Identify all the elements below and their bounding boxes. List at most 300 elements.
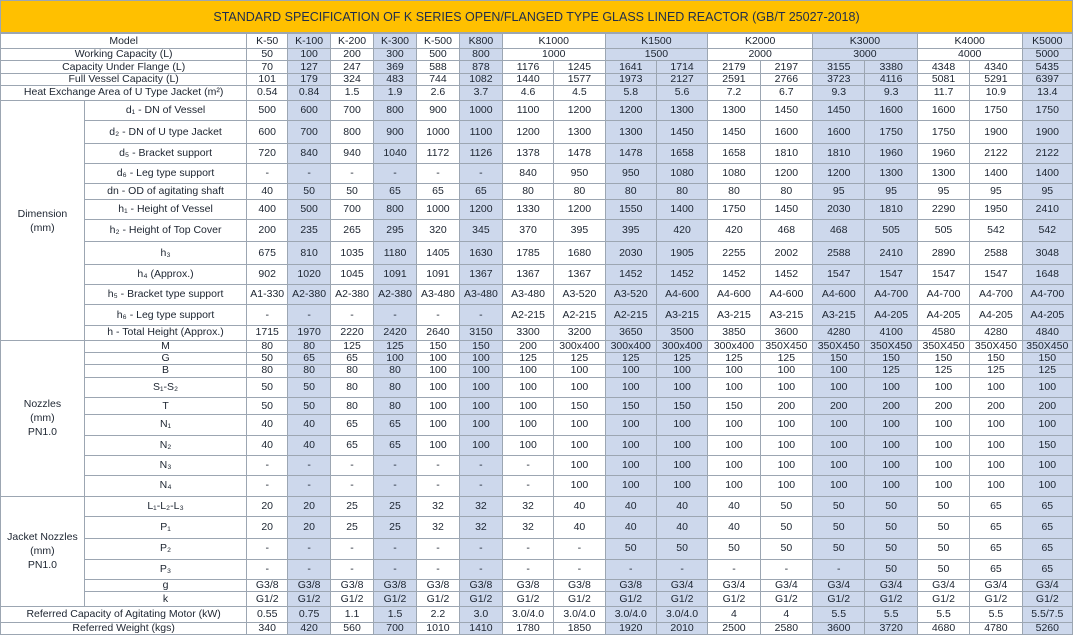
value-cell: G3/4 (917, 579, 969, 591)
spec-row-heat-area (1, 85, 1073, 100)
value-cell: 2640 (416, 325, 459, 340)
value-cell: 1478 (554, 143, 605, 163)
value-cell: 1405 (416, 242, 459, 264)
value-cell: 468 (760, 220, 812, 242)
spec-row-N4 (1, 476, 1073, 496)
value-cell: 5.6 (656, 85, 707, 100)
value-cell: 40 (605, 516, 656, 538)
value-cell: G3/8 (374, 579, 417, 591)
spec-row-M (1, 340, 1073, 352)
value-cell: 1810 (760, 143, 812, 163)
value-cell: - (247, 164, 288, 184)
value-cell: 10.9 (970, 85, 1022, 100)
value-cell: 80 (708, 184, 760, 199)
value-cell: 80 (502, 184, 553, 199)
value-cell: 65 (459, 184, 502, 199)
value-cell: G3/4 (865, 579, 917, 591)
value-cell: 50 (813, 539, 865, 559)
value-cell: 675 (247, 242, 288, 264)
value-cell: 1600 (865, 101, 917, 121)
value-cell: 300x400 (708, 340, 760, 352)
value-cell: 80 (605, 184, 656, 199)
value-cell: 400 (247, 199, 288, 219)
value-cell: 350X450 (1022, 340, 1072, 352)
value-cell: 1367 (459, 264, 502, 284)
value-cell: 100 (865, 415, 917, 435)
value-cell: 32 (502, 516, 553, 538)
value-cell: 100 (865, 455, 917, 475)
row-label: h₁ - Height of Vessel (84, 199, 246, 219)
value-cell: 100 (502, 365, 553, 377)
value-cell: 2030 (813, 199, 865, 219)
value-cell: 1452 (605, 264, 656, 284)
working-capacity-cell: 100 (288, 49, 331, 61)
value-cell: 100 (708, 476, 760, 496)
model-row (1, 34, 1073, 49)
value-cell: 350X450 (970, 340, 1022, 352)
value-cell: - (374, 539, 417, 559)
value-cell: 100 (760, 476, 812, 496)
row-label: T (84, 397, 246, 414)
value-cell: - (459, 476, 502, 496)
value-cell: 95 (813, 184, 865, 199)
value-cell: 3.0 (459, 607, 502, 622)
working-capacity-cell: 5000 (1022, 49, 1072, 61)
row-label: N₄ (84, 476, 246, 496)
value-cell: 3850 (708, 325, 760, 340)
value-cell: 100 (708, 435, 760, 455)
value-cell: 3.0/4.0 (656, 607, 707, 622)
value-cell: 1547 (813, 264, 865, 284)
value-cell: 80 (374, 377, 417, 397)
value-cell: 1785 (502, 242, 553, 264)
value-cell: 295 (374, 220, 417, 242)
value-cell: 80 (331, 365, 374, 377)
value-cell: 80 (247, 340, 288, 352)
value-cell: 505 (917, 220, 969, 242)
value-cell: G1/2 (708, 592, 760, 607)
value-cell: 0.55 (247, 607, 288, 622)
value-cell: 2.6 (416, 85, 459, 100)
value-cell: 5291 (970, 73, 1022, 85)
value-cell: 324 (331, 73, 374, 85)
spec-row-d2 (1, 121, 1073, 143)
value-cell: 100 (459, 365, 502, 377)
value-cell: 800 (374, 101, 417, 121)
value-cell: 744 (416, 73, 459, 85)
value-cell: 80 (374, 397, 417, 414)
value-cell: 1091 (374, 264, 417, 284)
value-cell: 542 (1022, 220, 1072, 242)
spec-row-T (1, 397, 1073, 414)
value-cell: 95 (970, 184, 1022, 199)
value-cell: 65 (970, 539, 1022, 559)
value-cell: 65 (970, 496, 1022, 516)
value-cell: 1440 (502, 73, 553, 85)
value-cell: 1172 (416, 143, 459, 163)
group-label-jacket: Jacket Nozzles (mm) PN1.0 (1, 496, 85, 607)
value-cell: - (416, 476, 459, 496)
value-cell: 483 (374, 73, 417, 85)
value-cell: 4280 (813, 325, 865, 340)
spec-row-N3 (1, 455, 1073, 475)
value-cell: 2122 (1022, 143, 1072, 163)
value-cell: 100 (459, 435, 502, 455)
value-cell: 4.6 (502, 85, 553, 100)
value-cell: 542 (970, 220, 1022, 242)
value-cell: A4-205 (970, 305, 1022, 325)
value-cell: 0.75 (288, 607, 331, 622)
value-cell: 80 (288, 365, 331, 377)
spec-row-d6 (1, 164, 1073, 184)
value-cell: 100 (459, 397, 502, 414)
value-cell: 100 (656, 415, 707, 435)
value-cell: 40 (247, 184, 288, 199)
model-cell: K2000 (708, 34, 813, 49)
value-cell: G3/4 (970, 579, 1022, 591)
value-cell: A4-700 (917, 285, 969, 305)
value-cell: - (416, 559, 459, 579)
value-cell: 101 (247, 73, 288, 85)
value-cell: 125 (970, 365, 1022, 377)
spec-row-P1 (1, 516, 1073, 538)
value-cell: 100 (374, 353, 417, 365)
value-cell: 100 (554, 415, 605, 435)
value-cell: 588 (416, 61, 459, 73)
value-cell: 32 (416, 516, 459, 538)
value-cell: A4-700 (970, 285, 1022, 305)
value-cell: - (331, 539, 374, 559)
value-cell: G1/2 (970, 592, 1022, 607)
value-cell: 95 (865, 184, 917, 199)
value-cell: A4-700 (1022, 285, 1072, 305)
value-cell: 95 (917, 184, 969, 199)
value-cell: 878 (459, 61, 502, 73)
value-cell: 100 (459, 415, 502, 435)
value-cell: 1900 (1022, 121, 1072, 143)
value-cell: G1/2 (813, 592, 865, 607)
value-cell: 100 (554, 365, 605, 377)
value-cell: G3/8 (605, 579, 656, 591)
value-cell: G1/2 (374, 592, 417, 607)
model-cell: K-200 (331, 34, 374, 49)
value-cell: 65 (1022, 559, 1072, 579)
value-cell: 300x400 (656, 340, 707, 352)
value-cell: 125 (760, 353, 812, 365)
value-cell: 1.5 (331, 85, 374, 100)
value-cell: 4 (708, 607, 760, 622)
value-cell: 3.0/4.0 (502, 607, 553, 622)
value-cell: 100 (1022, 455, 1072, 475)
value-cell: 4340 (970, 61, 1022, 73)
value-cell: 100 (502, 415, 553, 435)
value-cell: 20 (247, 496, 288, 516)
value-cell: 3300 (502, 325, 553, 340)
value-cell: 2255 (708, 242, 760, 264)
working-capacity-cell: 500 (416, 49, 459, 61)
value-cell: 720 (247, 143, 288, 163)
row-label: N₂ (84, 435, 246, 455)
value-cell: 100 (813, 415, 865, 435)
value-cell: A4-600 (708, 285, 760, 305)
value-cell: 700 (288, 121, 331, 143)
value-cell: 902 (247, 264, 288, 284)
value-cell: - (331, 455, 374, 475)
value-cell: 100 (502, 397, 553, 414)
value-cell: 100 (554, 377, 605, 397)
row-label: h - Total Height (Approx.) (84, 325, 246, 340)
value-cell: 50 (865, 539, 917, 559)
value-cell: 940 (331, 143, 374, 163)
value-cell: 32 (502, 496, 553, 516)
value-cell: 3500 (656, 325, 707, 340)
value-cell: 50 (865, 559, 917, 579)
value-cell: - (708, 559, 760, 579)
value-cell: A4-700 (865, 285, 917, 305)
value-cell: 1367 (502, 264, 553, 284)
value-cell: 600 (247, 121, 288, 143)
value-cell: 65 (970, 516, 1022, 538)
value-cell: 100 (416, 415, 459, 435)
value-cell: A3-520 (605, 285, 656, 305)
value-cell: 25 (331, 496, 374, 516)
value-cell: - (374, 164, 417, 184)
value-cell: 100 (459, 353, 502, 365)
value-cell: 80 (760, 184, 812, 199)
value-cell: 700 (331, 199, 374, 219)
value-cell: - (459, 455, 502, 475)
value-cell: 200 (760, 397, 812, 414)
value-cell: 2766 (760, 73, 812, 85)
value-cell: 6397 (1022, 73, 1072, 85)
value-cell: A4-600 (656, 285, 707, 305)
value-cell: 1020 (288, 264, 331, 284)
value-cell: 6.7 (760, 85, 812, 100)
value-cell: 420 (656, 220, 707, 242)
value-cell: 2580 (760, 622, 812, 634)
value-cell: - (459, 164, 502, 184)
value-cell: A4-205 (1022, 305, 1072, 325)
group-label-nozzles: Nozzles (mm) PN1.0 (1, 340, 85, 496)
value-cell: 200 (813, 397, 865, 414)
value-cell: 100 (656, 476, 707, 496)
value-cell: 50 (917, 516, 969, 538)
value-cell: 1200 (554, 101, 605, 121)
value-cell: 150 (1022, 435, 1072, 455)
value-cell: 179 (288, 73, 331, 85)
row-label: P₃ (84, 559, 246, 579)
value-cell: - (288, 559, 331, 579)
spec-row-k (1, 592, 1073, 607)
value-cell: 1658 (656, 143, 707, 163)
value-cell: 100 (970, 476, 1022, 496)
value-cell: G3/4 (760, 579, 812, 591)
value-cell: 3650 (605, 325, 656, 340)
value-cell: 100 (605, 415, 656, 435)
value-cell: 50 (288, 397, 331, 414)
spec-row-weight (1, 622, 1073, 634)
row-label: d₁ - DN of Vessel (84, 101, 246, 121)
value-cell: 1330 (502, 199, 553, 219)
value-cell: 100 (605, 435, 656, 455)
value-cell: 1000 (416, 121, 459, 143)
value-cell: 100 (708, 455, 760, 475)
value-cell: - (416, 164, 459, 184)
value-cell: 235 (288, 220, 331, 242)
value-cell: G1/2 (331, 592, 374, 607)
value-cell: 5.8 (605, 85, 656, 100)
value-cell: 40 (708, 496, 760, 516)
value-cell: A3-215 (708, 305, 760, 325)
row-label: Heat Exchange Area of U Type Jacket (m²) (1, 85, 247, 100)
value-cell: 32 (416, 496, 459, 516)
value-cell: 100 (459, 377, 502, 397)
value-cell: 600 (288, 101, 331, 121)
value-cell: 1450 (708, 121, 760, 143)
value-cell: A2-215 (554, 305, 605, 325)
spec-row-h6 (1, 305, 1073, 325)
row-label: h₂ - Height of Top Cover (84, 220, 246, 242)
working-capacity-cell: 300 (374, 49, 417, 61)
value-cell: 100 (970, 415, 1022, 435)
value-cell: 100 (416, 353, 459, 365)
value-cell: 100 (605, 365, 656, 377)
value-cell: 100 (760, 435, 812, 455)
value-cell: - (374, 476, 417, 496)
value-cell: 50 (708, 539, 760, 559)
value-cell: 2588 (970, 242, 1022, 264)
value-cell: A2-380 (288, 285, 331, 305)
value-cell: 50 (247, 397, 288, 414)
value-cell: 100 (917, 476, 969, 496)
value-cell: 40 (605, 496, 656, 516)
value-cell: 900 (374, 121, 417, 143)
row-label: k (84, 592, 246, 607)
value-cell: 320 (416, 220, 459, 242)
value-cell: 50 (288, 377, 331, 397)
row-label: M (84, 340, 246, 352)
value-cell: 1091 (416, 264, 459, 284)
model-cell: K5000 (1022, 34, 1072, 49)
model-cell: K-50 (247, 34, 288, 49)
value-cell: G1/2 (605, 592, 656, 607)
value-cell: 5.5/7.5 (1022, 607, 1072, 622)
value-cell: 100 (917, 435, 969, 455)
value-cell: 50 (813, 496, 865, 516)
value-cell: 20 (247, 516, 288, 538)
value-cell: 300x400 (605, 340, 656, 352)
value-cell: 3200 (554, 325, 605, 340)
value-cell: 1378 (502, 143, 553, 163)
value-cell: 2122 (970, 143, 1022, 163)
value-cell: - (374, 559, 417, 579)
value-cell: 65 (288, 353, 331, 365)
value-cell: 300x400 (554, 340, 605, 352)
value-cell: 100 (865, 377, 917, 397)
value-cell: 2002 (760, 242, 812, 264)
row-label: d₆ - Leg type support (84, 164, 246, 184)
value-cell: 50 (813, 516, 865, 538)
spec-row-L (1, 496, 1073, 516)
value-cell: 100 (1022, 476, 1072, 496)
spec-row-P2 (1, 539, 1073, 559)
working-capacity-cell: 800 (459, 49, 502, 61)
spec-row-g (1, 579, 1073, 591)
row-label: d₂ - DN of U type Jacket (84, 121, 246, 143)
value-cell: 1367 (554, 264, 605, 284)
value-cell: 800 (331, 121, 374, 143)
value-cell: 1010 (416, 622, 459, 634)
row-label: h₆ - Leg type support (84, 305, 246, 325)
value-cell: - (416, 539, 459, 559)
row-label: h₃ (84, 242, 246, 264)
value-cell: A3-520 (554, 285, 605, 305)
value-cell: 420 (708, 220, 760, 242)
value-cell: 100 (605, 455, 656, 475)
value-cell: 1680 (554, 242, 605, 264)
value-cell: - (656, 559, 707, 579)
value-cell: G1/2 (554, 592, 605, 607)
value-cell: G1/2 (865, 592, 917, 607)
value-cell: A3-480 (502, 285, 553, 305)
value-cell: G3/8 (459, 579, 502, 591)
value-cell: - (459, 539, 502, 559)
value-cell: 468 (813, 220, 865, 242)
row-label: h₅ - Bracket type support (84, 285, 246, 305)
row-label: Referred Capacity of Agitating Motor (kW) (1, 607, 247, 622)
value-cell: 25 (331, 516, 374, 538)
value-cell: - (554, 539, 605, 559)
value-cell: G1/2 (502, 592, 553, 607)
value-cell: 100 (656, 377, 707, 397)
value-cell: 100 (502, 377, 553, 397)
value-cell: 2.2 (416, 607, 459, 622)
value-cell: 125 (374, 340, 417, 352)
value-cell: 1600 (813, 121, 865, 143)
value-cell: 4116 (865, 73, 917, 85)
value-cell: 100 (554, 455, 605, 475)
value-cell: 100 (502, 435, 553, 455)
value-cell: 50 (656, 539, 707, 559)
value-cell: 100 (416, 397, 459, 414)
value-cell: - (288, 455, 331, 475)
value-cell: 1400 (656, 199, 707, 219)
value-cell: 1547 (917, 264, 969, 284)
model-cell: K800 (459, 34, 502, 49)
value-cell: 4680 (917, 622, 969, 634)
value-cell: 1400 (970, 164, 1022, 184)
spec-row-cap-flange (1, 61, 1073, 73)
model-cell: K4000 (917, 34, 1022, 49)
row-label: P₂ (84, 539, 246, 559)
value-cell: - (605, 559, 656, 579)
value-cell: 1810 (865, 199, 917, 219)
value-cell: 1200 (813, 164, 865, 184)
value-cell: 1.1 (331, 607, 374, 622)
value-cell: 2420 (374, 325, 417, 340)
value-cell: 3155 (813, 61, 865, 73)
value-cell: 3.0/4.0 (605, 607, 656, 622)
value-cell: - (331, 476, 374, 496)
row-label: L₁-L₂-L₃ (84, 496, 246, 516)
value-cell: G1/2 (459, 592, 502, 607)
value-cell: 2591 (708, 73, 760, 85)
value-cell: 1045 (331, 264, 374, 284)
value-cell: 4280 (970, 325, 1022, 340)
value-cell: 1000 (459, 101, 502, 121)
value-cell: 1648 (1022, 264, 1072, 284)
value-cell: 20 (288, 516, 331, 538)
